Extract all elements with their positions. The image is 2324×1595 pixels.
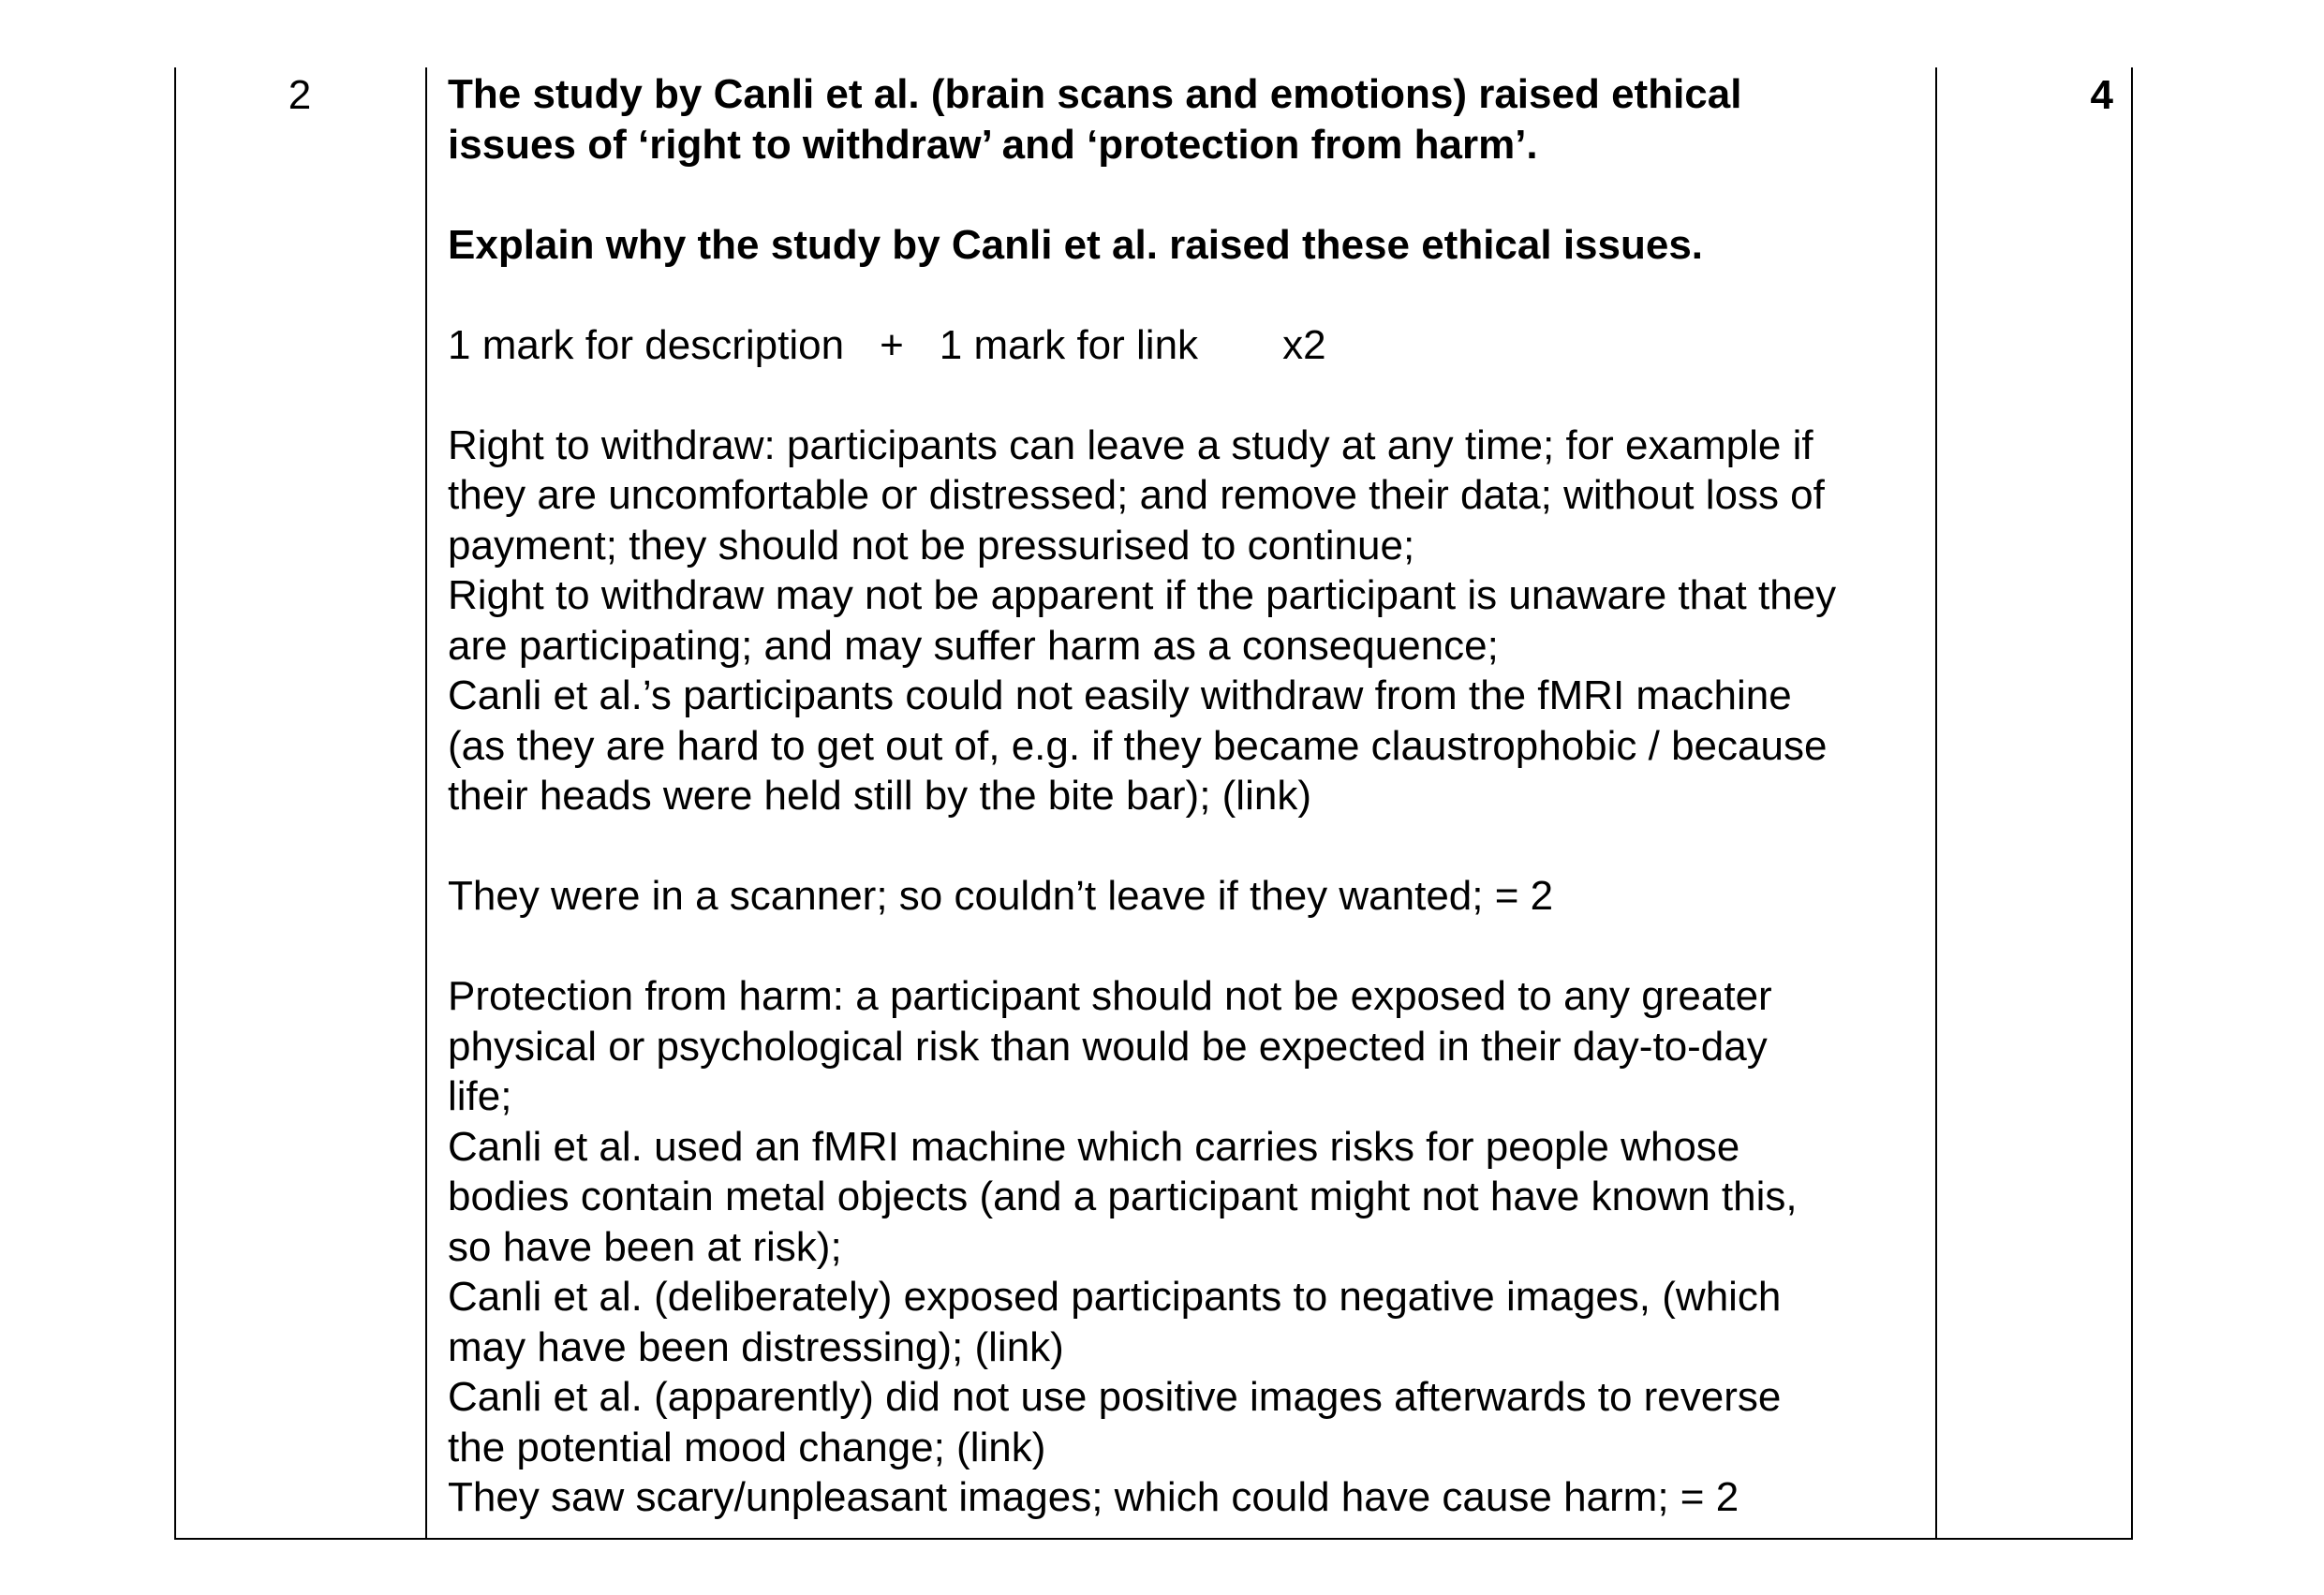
answer-text: [448, 421, 1937, 1523]
answer-line: They saw scary/unpleasant images; which could have cause harm; = 2: [448, 1474, 1739, 1520]
answer-line: (as they are hard to get out of, e.g. if they became claustrophobic / because: [448, 722, 1828, 769]
answer-line: payment; they should not be pressurised to continue;: [448, 522, 1415, 569]
mark-allocation: [448, 320, 1937, 371]
answer-line: Canli et al.’s participants could not easily withdraw from the fMRI machine: [448, 672, 1792, 718]
question-instruction: Explain why the study by Canli et al. raised these ethical issues.: [448, 221, 1704, 268]
table-border-left: [174, 67, 176, 1538]
answer-line: Canli et al. used an fMRI machine which carries risks for people whose: [448, 1123, 1740, 1170]
answer-line: may have been distressing); (link): [448, 1323, 1064, 1370]
answer-line: They were in a scanner; so couldn’t leave if they wanted; = 2: [448, 873, 1554, 919]
mark-allocation-multiplier: x2: [1282, 321, 1326, 368]
marks-value: 4: [2090, 72, 2113, 118]
answer-line: physical or psychological risk than would be expected in their day-to-day: [448, 1023, 1768, 1070]
mark-allocation-description: 1 mark for description: [448, 321, 845, 368]
table-border-right: [2131, 67, 2133, 1538]
answer-line: are participating; and may suffer harm as a consequence;: [448, 622, 1499, 669]
answer-line: so have been at risk);: [448, 1223, 842, 1270]
answer-line: their heads were held still by the bite bar); (link): [448, 773, 1311, 819]
answer-line: Canli et al. (deliberately) exposed participants to negative images, (which: [448, 1274, 1782, 1320]
answer-line: they are uncomfortable or distressed; and remove their data; without loss of: [448, 472, 1825, 518]
mark-allocation-link: 1 mark for link: [939, 321, 1199, 368]
answer-line: Protection from harm: a participant should not be exposed to any greater: [448, 973, 1772, 1019]
answer-line: bodies contain metal objects (and a participant might not have known this,: [448, 1174, 1798, 1219]
answer-line: [448, 821, 1937, 872]
question-number: 2: [288, 72, 312, 118]
mark-allocation-plus: +: [880, 321, 904, 368]
mark-scheme-table: [174, 67, 2133, 1540]
answer-line: Right to withdraw: participants can leave a study at any time; for example if: [448, 421, 1813, 468]
answer-line: the potential mood change; (link): [448, 1424, 1046, 1470]
answer-line: life;: [448, 1073, 512, 1119]
answer-line: Canli et al. (apparently) did not use positive images afterwards to reverse: [448, 1374, 1782, 1420]
question-text-line-1: The study by Canli et al. (brain scans and emotions) raised ethical: [448, 71, 1742, 117]
answer-line: Right to withdraw may not be apparent if the participant is unaware that they: [448, 572, 1837, 618]
answer-line: [448, 922, 1937, 972]
column-divider-1: [425, 67, 427, 1538]
question-text-line-2: issues of ‘right to withdraw’ and ‘protection from harm’.: [448, 121, 1538, 168]
answer-cell: [448, 67, 1937, 1523]
